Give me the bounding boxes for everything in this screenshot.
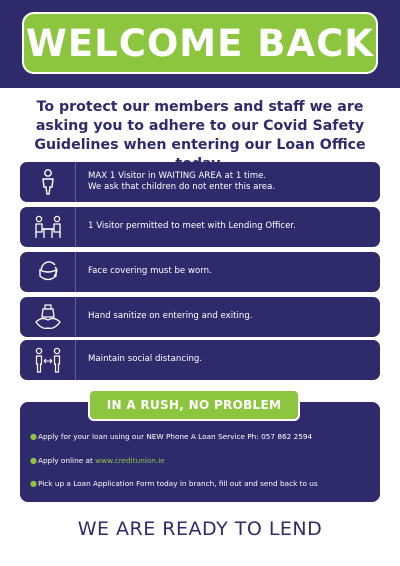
rule-text-line: MAX 1 Visitor in WAITING AREA at 1 time. xyxy=(88,170,267,181)
hand-sanitize-icon xyxy=(20,297,76,337)
visitor-icon xyxy=(20,162,76,202)
rule-text-line: Face covering must be worn. xyxy=(88,266,212,277)
rule-text-line: 1 Visitor permitted to meet with Lending Officer. xyxy=(88,221,296,232)
bullet-dot-icon: ● xyxy=(30,455,37,465)
footer-tagline: WE ARE READY TO LEND xyxy=(77,518,323,540)
list-item xyxy=(30,479,375,489)
welcome-title: WELCOME BACK xyxy=(26,21,374,65)
face-mask-icon xyxy=(20,252,76,292)
intro-line: Guidelines when entering our Loan Office xyxy=(34,137,366,153)
welcome-banner xyxy=(22,12,378,74)
social-distance-icon xyxy=(20,340,76,380)
rule-row-lending-officer xyxy=(20,207,380,247)
list-item xyxy=(30,456,375,466)
rule-row-face-covering xyxy=(20,252,380,292)
rule-row-visitor-limit xyxy=(20,162,380,202)
rule-row-social-distancing xyxy=(20,340,380,380)
rush-tag-label: IN A RUSH, NO PROBLEM xyxy=(106,398,282,412)
header-band xyxy=(0,0,400,88)
website-link[interactable]: www.creditunion.ie xyxy=(95,455,165,465)
rule-text-line: We ask that children do not enter this area. xyxy=(88,182,276,192)
bullet-text: Apply for your loan using our NEW Phone A Loan Service Ph: 057 862 2594 xyxy=(38,432,313,441)
intro-line: asking you to adhere to our Covid Safety xyxy=(35,118,365,134)
intro-line: To protect our members and staff we are xyxy=(36,99,364,115)
rule-text-line: Maintain social distancing. xyxy=(88,354,203,365)
rush-tag xyxy=(88,389,300,421)
meeting-icon xyxy=(20,207,76,247)
bullet-text: Apply online at xyxy=(38,455,96,465)
rush-bullets xyxy=(30,432,375,503)
bullet-dot-icon: ● xyxy=(30,479,37,488)
bullet-text: Pick up a Loan Application Form today in branch, fill out and send back to us xyxy=(38,479,318,488)
list-item xyxy=(30,432,375,442)
rule-row-hand-sanitize xyxy=(20,297,380,337)
rule-text-line: Hand sanitize on entering and exiting. xyxy=(88,311,253,322)
bullet-dot-icon: ● xyxy=(30,432,37,441)
